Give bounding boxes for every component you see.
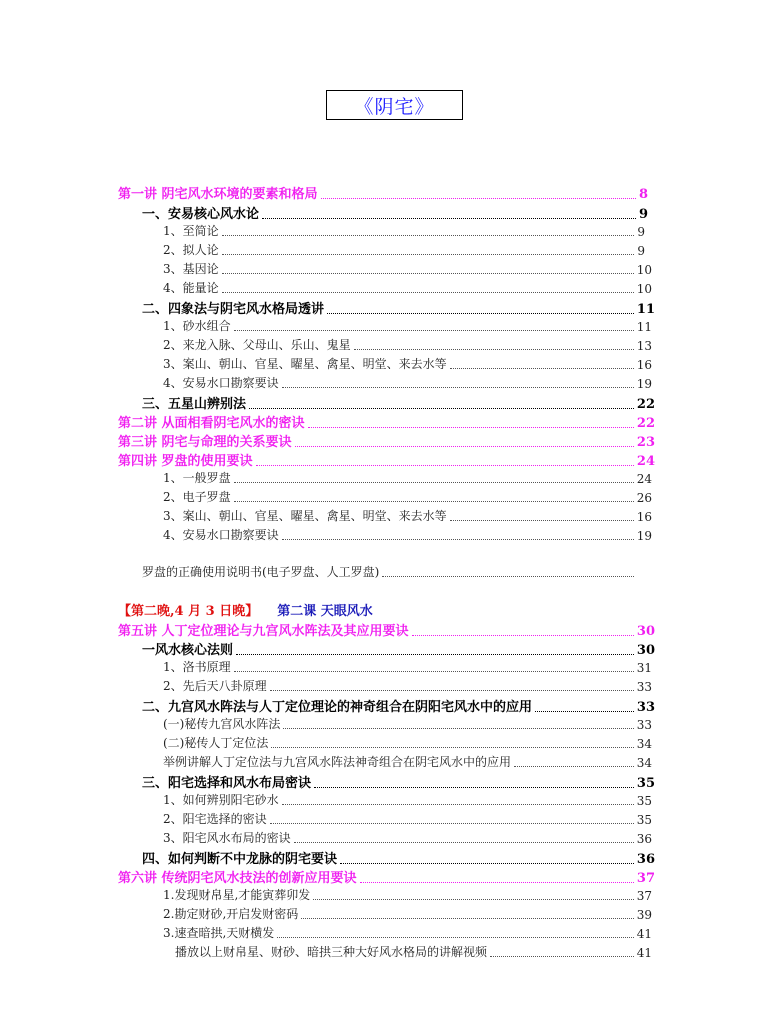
toc-leader-dots — [412, 634, 634, 636]
toc-entry[interactable] — [163, 374, 652, 391]
toc-entry-title: 第六讲 传统阴宅风水技法的创新应用要诀 — [118, 871, 357, 886]
toc-leader-dots — [277, 936, 633, 938]
toc-entry-page: 33 — [636, 700, 655, 715]
toc-leader-dots — [282, 386, 634, 388]
toc-entry-title: 4、能量论 — [163, 281, 219, 295]
toc-leader-dots — [490, 955, 634, 957]
toc-entry[interactable] — [163, 905, 652, 922]
toc-leader-dots — [271, 746, 633, 748]
toc-entry-page: 16 — [636, 510, 652, 524]
toc-entry-title: 4、安易水口勘察要诀 — [163, 528, 279, 542]
toc-leader-dots — [282, 538, 634, 540]
toc-entry-page: 30 — [636, 624, 655, 639]
toc-entry-page: 9 — [637, 225, 645, 239]
toc-entry-title: 4、安易水口勘察要诀 — [163, 376, 279, 390]
toc-entry-title: 1、如何辨别阳宅砂水 — [163, 793, 279, 807]
toc-entry-page: 11 — [636, 302, 655, 317]
toc-entry-page: 33 — [636, 718, 652, 732]
toc-entry-page: 26 — [636, 491, 652, 505]
toc-entry[interactable] — [163, 317, 652, 334]
toc-entry-page: 8 — [638, 187, 648, 202]
toc-entry-page: 10 — [636, 282, 652, 296]
toc-entry-page: 24 — [636, 472, 652, 486]
toc-entry-title: 三、阳宅选择和风水布局密诀 — [142, 776, 312, 791]
toc-entry-title: 一风水核心法则 — [142, 643, 234, 658]
toc-leader-dots — [382, 575, 634, 577]
toc-entry-title: 第一讲 阴宅风水环境的要素和格局 — [118, 187, 318, 202]
lesson-title: 第二课 天眼风水 — [277, 604, 373, 619]
toc-entry[interactable] — [163, 279, 652, 296]
toc-entry-page: 37 — [636, 889, 652, 903]
toc-entry-page: 41 — [636, 946, 652, 960]
toc-entry-page: 22 — [636, 416, 655, 431]
toc-entry-page: 19 — [636, 377, 652, 391]
toc-entry[interactable] — [163, 734, 652, 751]
toc-entry[interactable] — [163, 241, 645, 258]
toc-leader-dots — [313, 898, 633, 900]
toc-entry[interactable] — [142, 772, 655, 791]
toc-entry[interactable] — [118, 620, 655, 639]
toc-entry[interactable] — [163, 469, 652, 486]
toc-entry-title: 1、砂水组合 — [163, 319, 231, 333]
toc-entry-page: 10 — [636, 263, 652, 277]
toc-entry[interactable] — [163, 526, 652, 543]
toc-entry[interactable] — [163, 924, 652, 941]
toc-entry-page: 39 — [636, 908, 652, 922]
toc-entry[interactable] — [163, 222, 645, 239]
night-date-label: 【第二晚,4 月 3 日晚】 — [118, 604, 259, 619]
toc-leader-dots — [256, 464, 634, 466]
toc-entry-title: (二)秘传人丁定位法 — [163, 736, 269, 750]
toc-entry[interactable] — [163, 886, 652, 903]
toc-entry-title: 1.发现财帛星,才能寅葬卯发 — [163, 888, 311, 902]
toc-leader-dots — [308, 426, 634, 428]
toc-entry[interactable] — [142, 563, 637, 580]
toc-leader-dots — [340, 862, 634, 864]
toc-leader-dots — [234, 329, 634, 331]
toc-leader-dots — [327, 312, 634, 314]
toc-entry[interactable] — [118, 431, 655, 450]
toc-leader-dots — [270, 822, 634, 824]
toc-leader-dots — [249, 407, 634, 409]
toc-entry[interactable] — [163, 355, 652, 372]
toc-entry[interactable] — [163, 715, 652, 732]
toc-entry-title: 2、阳宅选择的密诀 — [163, 812, 267, 826]
toc-entry[interactable] — [163, 336, 652, 353]
toc-entry[interactable] — [118, 183, 648, 202]
toc-entry-title: 第四讲 罗盘的使用要诀 — [118, 454, 253, 469]
toc-entry-page: 34 — [636, 737, 652, 751]
toc-entry[interactable] — [163, 791, 652, 808]
toc-entry-title: 3.速查暗拱,天财横发 — [163, 926, 275, 940]
toc-entry[interactable] — [163, 658, 652, 675]
toc-leader-dots — [270, 689, 634, 691]
toc-leader-dots — [294, 841, 634, 843]
toc-entry-title: 二、九宫风水阵法与人丁定位理论的神奇组合在阴阳宅风水中的应用 — [142, 700, 533, 715]
toc-entry-title: 1、至简论 — [163, 224, 219, 238]
toc-entry-title: 2、电子罗盘 — [163, 490, 231, 504]
toc-entry-page: 9 — [638, 207, 648, 222]
toc-entry-page: 41 — [636, 927, 652, 941]
toc-leader-dots — [234, 500, 634, 502]
toc-entry[interactable] — [163, 677, 652, 694]
toc-entry-title: 一、安易核心风水论 — [142, 207, 260, 222]
toc-leader-dots — [222, 253, 635, 255]
toc-entry-page: 13 — [636, 339, 652, 353]
toc-entry[interactable] — [163, 260, 652, 277]
toc-entry[interactable] — [163, 488, 652, 505]
toc-entry[interactable] — [142, 696, 655, 715]
toc-entry-page: 35 — [636, 794, 652, 808]
toc-entry[interactable] — [118, 867, 655, 886]
toc-entry-title: 2、来龙入脉、父母山、乐山、鬼星 — [163, 338, 351, 352]
toc-entry-title: 1、洛书原理 — [163, 660, 231, 674]
toc-entry-page: 33 — [636, 680, 652, 694]
toc-leader-dots — [514, 765, 634, 767]
toc-entry-title: 3、案山、朝山、官星、曜星、禽星、明堂、来去水等 — [163, 509, 447, 523]
toc-leader-dots — [222, 234, 635, 236]
toc-entry-page: 16 — [636, 358, 652, 372]
toc-entry-title: 2.勘定财砂,开启发财密码 — [163, 907, 299, 921]
toc-entry-title: 举例讲解人丁定位法与九宫风水阵法神奇组合在阴宅风水中的应用 — [163, 755, 512, 769]
toc-entry-title: 3、案山、朝山、官星、曜星、禽星、明堂、来去水等 — [163, 357, 447, 371]
night-heading — [118, 600, 373, 619]
toc-entry-page: 35 — [636, 813, 652, 827]
toc-entry[interactable] — [142, 393, 655, 412]
toc-entry[interactable] — [142, 298, 655, 317]
toc-entry-title: 第三讲 阴宅与命理的关系要诀 — [118, 435, 292, 450]
toc-leader-dots — [450, 519, 634, 521]
page-title: 《阴宅》 — [326, 90, 463, 120]
toc-entry-page: 19 — [636, 529, 652, 543]
toc-entry[interactable] — [163, 753, 652, 770]
toc-leader-dots — [321, 197, 636, 199]
toc-leader-dots — [450, 367, 634, 369]
toc-entry[interactable] — [142, 639, 655, 658]
toc-leader-dots — [234, 481, 634, 483]
toc-entry[interactable] — [163, 810, 652, 827]
toc-entry-title: 三、五星山辨别法 — [142, 397, 247, 412]
toc-entry[interactable] — [163, 507, 652, 524]
toc-entry-page: 36 — [636, 832, 652, 846]
toc-leader-dots — [262, 217, 636, 219]
toc-entry[interactable] — [142, 848, 655, 867]
toc-leader-dots — [301, 917, 633, 919]
toc-leader-dots — [314, 786, 634, 788]
toc-entry-page: 35 — [636, 776, 655, 791]
toc-leader-dots — [295, 445, 634, 447]
toc-entry-title: (一)秘传九宫风水阵法 — [163, 717, 281, 731]
toc-leader-dots — [354, 348, 634, 350]
toc-entry[interactable] — [118, 412, 655, 431]
toc-entry-page: 22 — [636, 397, 655, 412]
toc-entry-title: 2、拟人论 — [163, 243, 219, 257]
toc-leader-dots — [222, 272, 634, 274]
toc-entry-title: 播放以上财帛星、财砂、暗拱三种大好风水格局的讲解视频 — [175, 945, 488, 959]
toc-entry[interactable] — [142, 203, 648, 222]
toc-entry-title: 2、先后天八卦原理 — [163, 679, 267, 693]
toc-entry-page: 11 — [636, 320, 652, 334]
toc-entry-page: 34 — [636, 756, 652, 770]
toc-leader-dots — [282, 803, 634, 805]
toc-entry-page: 9 — [637, 244, 645, 258]
toc-leader-dots — [360, 881, 634, 883]
toc-leader-dots — [283, 727, 633, 729]
toc-entry-title: 第二讲 从面相看阴宅风水的密诀 — [118, 416, 305, 431]
toc-entry[interactable] — [163, 829, 652, 846]
toc-entry-title: 四、如何判断不中龙脉的阴宅要诀 — [142, 852, 338, 867]
toc-leader-dots — [535, 710, 634, 712]
toc-entry-title: 罗盘的正确使用说明书(电子罗盘、人工罗盘) — [142, 565, 380, 579]
toc-entry-title: 3、阳宅风水布局的密诀 — [163, 831, 291, 845]
toc-entry-title: 1、一般罗盘 — [163, 471, 231, 485]
toc-leader-dots — [222, 291, 634, 293]
toc-entry-page: 30 — [636, 643, 655, 658]
toc-entry-page: 37 — [636, 871, 655, 886]
toc-entry-title: 二、四象法与阴宅风水格局透讲 — [142, 302, 325, 317]
toc-entry-page: 23 — [636, 435, 655, 450]
toc-leader-dots — [236, 653, 634, 655]
toc-entry-page: 24 — [636, 454, 655, 469]
toc-entry-page: 31 — [636, 661, 652, 675]
toc-entry-title: 3、基因论 — [163, 262, 219, 276]
toc-leader-dots — [234, 670, 634, 672]
toc-entry-page: 36 — [636, 852, 655, 867]
toc-entry[interactable] — [175, 943, 652, 960]
toc-entry-title: 第五讲 人丁定位理论与九宫风水阵法及其应用要诀 — [118, 624, 409, 639]
toc-entry[interactable] — [118, 450, 655, 469]
